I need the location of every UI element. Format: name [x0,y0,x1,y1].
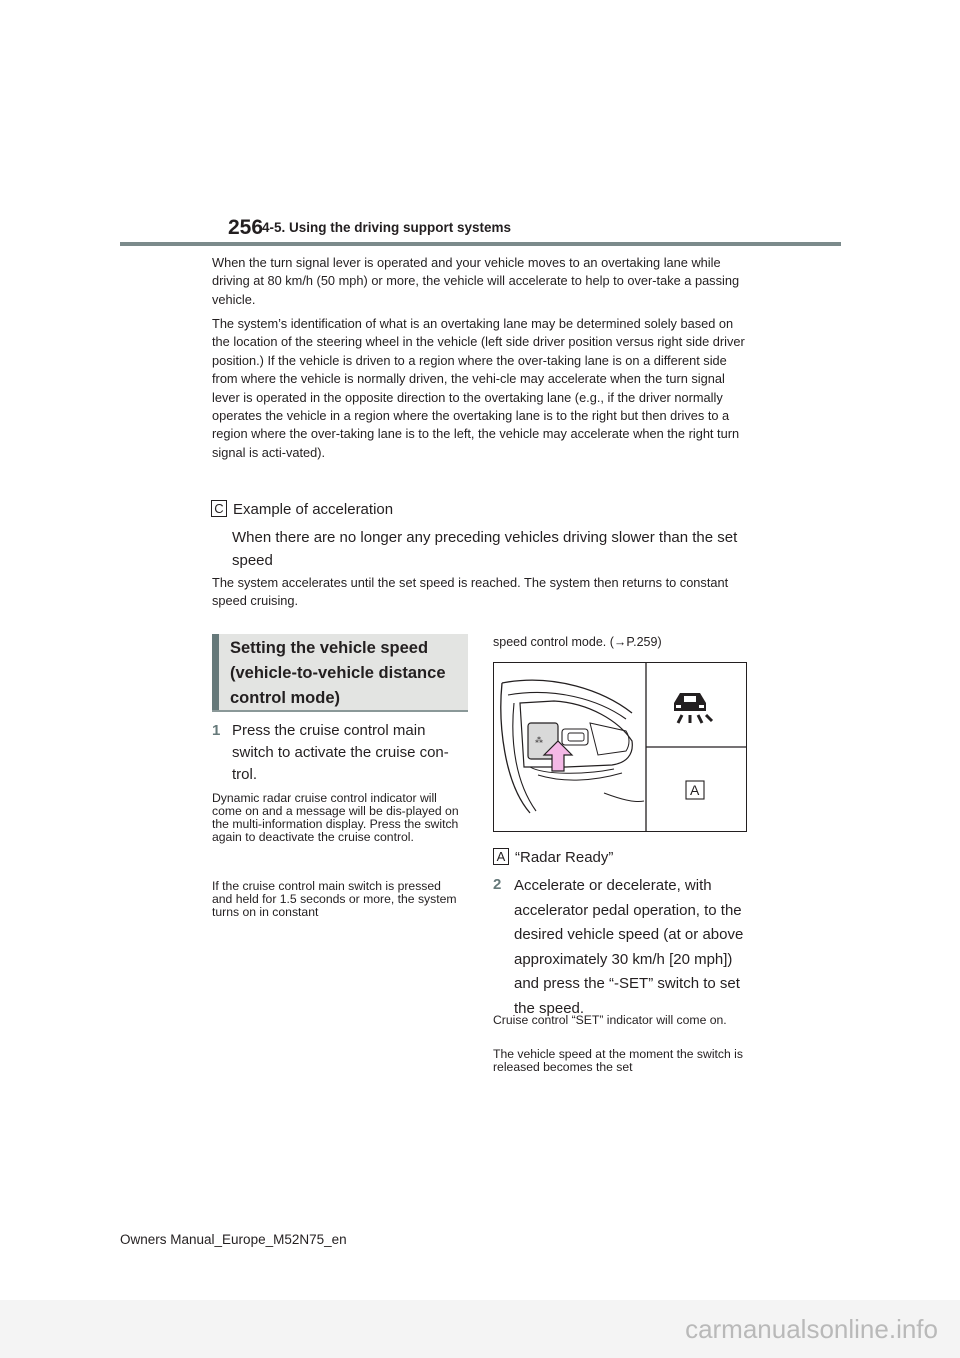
watermark-bar [0,1300,960,1358]
example-label-box: C [211,500,227,517]
setting-section-title: Setting the vehicle speed (vehicle-to-vehicle distance control mode) [230,639,446,707]
example-title-row [211,500,393,520]
radar-cruise-indicator-icon [674,693,712,723]
setting-section-header [212,634,468,710]
note-continuation: speed control mode. (→P.259) [493,635,662,649]
svg-text:⁂: ⁂ [535,736,543,745]
figure-caption-label: A [493,848,509,865]
step-2-text: Accelerate or decelerate, with accelerator pedal operation, to the desired vehicle speed (at or above approximately 30 km/h [20 mph]) and press the “-SET” switch to set the speed. [514,877,744,1017]
example-heading: When there are no longer any preceding vehicles driving slower than the set speed [232,529,738,569]
section-title: 4-5. Using the driving support systems [262,220,512,235]
figure-caption-row [493,848,613,868]
note-indicator: Dynamic radar cruise control indicator will come on and a message will be dis-played on the multi-information display. Press the switch again to deactivate the cruise control. [212,791,459,844]
note-set-speed: The vehicle speed at the moment the switch is released becomes the set [493,1047,743,1074]
intro-paragraph-1: When the turn signal lever is operated and your vehicle moves to an overtaking lane while driving at 80 km/h (50 mph) or more, the vehicle will accelerate to help to over-take a passing vehicle. [212,255,740,307]
step-1-text: Press the cruise control main switch to activate the cruise con-trol. [232,722,449,783]
note-hold-switch: If the cruise control main switch is pressed and held for 1.5 seconds or more, the system turns on in constant [212,879,457,919]
step-1 [212,720,468,786]
page-number: 256 [228,216,264,239]
example-body: The system accelerates until the set speed is reached. The system then returns to constant speed cruising. [212,575,729,609]
figure-caption: “Radar Ready” [515,849,614,866]
watermark-text: carmanualsonline.info [685,1314,938,1344]
note-set-indicator: Cruise control “SET” indicator will come on. [493,1013,727,1027]
setting-section-rule [212,710,468,712]
step-2 [493,874,751,1021]
step-2-number: 2 [493,876,502,893]
footer-manual-id: Owners Manual_Europe_M52N75_en [120,1232,347,1247]
steering-switch-illustration [494,663,746,831]
step-1-number: 1 [212,722,221,739]
intro-paragraph-2: The system’s identification of what is an overtaking lane may be determined solely based on the location of the steering wheel in the vehicle (left side driver position versus right side driver position.) If the vehicle is driven to a region where the over-taking lane is on a different side from where the vehicle is normally driven, the vehi-cle may accelerate when the turn signal lever is operated in the opposite direction to the overtaking lane (e.g., if the driver normally operates the vehicle in a region where the overtaking lane is to the right but then drives to a region where the over-taking lane is to the left, the vehicle may accelerate when the right turn signal is acti-vated). [212,316,745,460]
figure-label-a: A [690,782,700,798]
header-rule [120,242,841,246]
example-title: Example of acceleration [233,501,394,518]
steering-switch-figure [493,662,747,832]
